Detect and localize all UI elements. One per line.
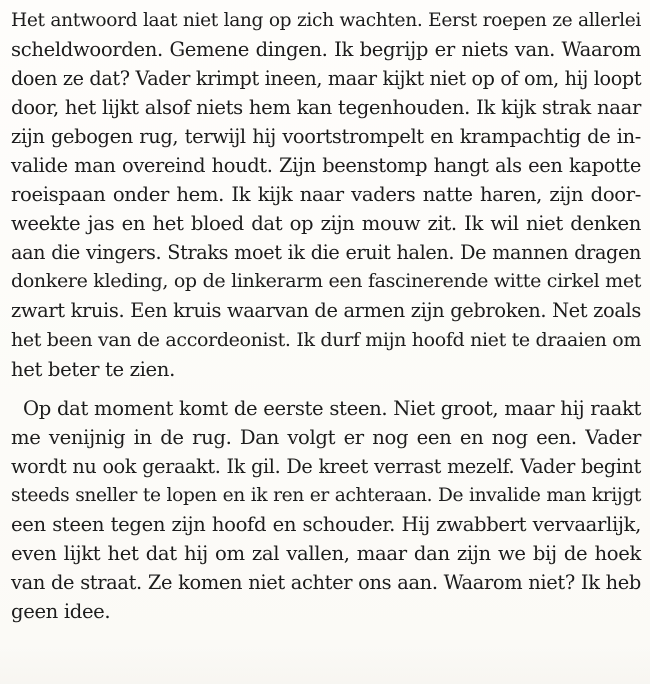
text-line: Op dat moment komt de eerste steen. Niet groot, maar hij raakt — [23, 396, 641, 420]
text-line: weekte jas en het bloed dat op zijn mouw zit. Ik wil niet denken — [11, 212, 641, 236]
text-line: van de straat. Ze komen niet achter ons aan. Waarom niet? Ik heb — [11, 570, 641, 594]
text-line: het been van de accordeonist. Ik durf mijn hoofd niet te draaien om — [11, 328, 641, 351]
text-line: wordt nu ook geraakt. Ik gil. De kreet verrast mezelf. Vader begint — [11, 454, 641, 478]
paragraph-spacing — [11, 384, 641, 394]
text-line: me venijnig in de rug. Dan volgt er nog een en nog een. Vader — [11, 425, 641, 449]
text-line: zwart kruis. Een kruis waarvan de armen zijn gebroken. Net zoals — [11, 299, 641, 323]
text-line: roeispaan onder hem. Ik kijk naar vaders natte haren, zijn door- — [11, 183, 641, 207]
text-line: een steen tegen zijn hoofd en schouder. Hij zwabbert vervaarlijk, — [11, 512, 641, 536]
page-shading — [0, 644, 650, 684]
text-line: doen ze dat? Vader krimpt ineen, maar kijkt niet op of om, hij loopt — [11, 67, 642, 91]
text-line: Het antwoord laat niet lang op zich wachten. Eerst roepen ze allerlei — [11, 10, 641, 31]
text-line: even lijkt het dat hij om zal vallen, maar dan zijn we bij de hoek — [11, 541, 641, 565]
text-line: steeds sneller te lopen en ik ren er achteraan. De invalide man krijgt — [11, 484, 641, 506]
text-line: valide man overeind houdt. Zijn beenstomp hangt als een kapotte — [11, 154, 641, 178]
text-line: zijn gebogen rug, terwijl hij voortstrompelt en krampachtig de in- — [11, 125, 641, 149]
paragraph-2 — [11, 394, 641, 626]
text-line: geen idee. — [11, 599, 111, 623]
body-text — [11, 6, 641, 626]
text-line: aan die vingers. Straks moet ik die eruit halen. De mannen dragen — [11, 241, 641, 265]
text-line: donkere kleding, op de linkerarm een fascinerende witte cirkel met — [11, 270, 641, 293]
paragraph-1 — [11, 6, 641, 384]
text-line: het beter te zien. — [11, 357, 175, 381]
text-line: scheldwoorden. Gemene dingen. Ik begrijp er niets van. Waarom — [11, 38, 641, 62]
text-line: door, het lijkt alsof niets hem kan tegenhouden. Ik kijk strak naar — [11, 96, 641, 120]
